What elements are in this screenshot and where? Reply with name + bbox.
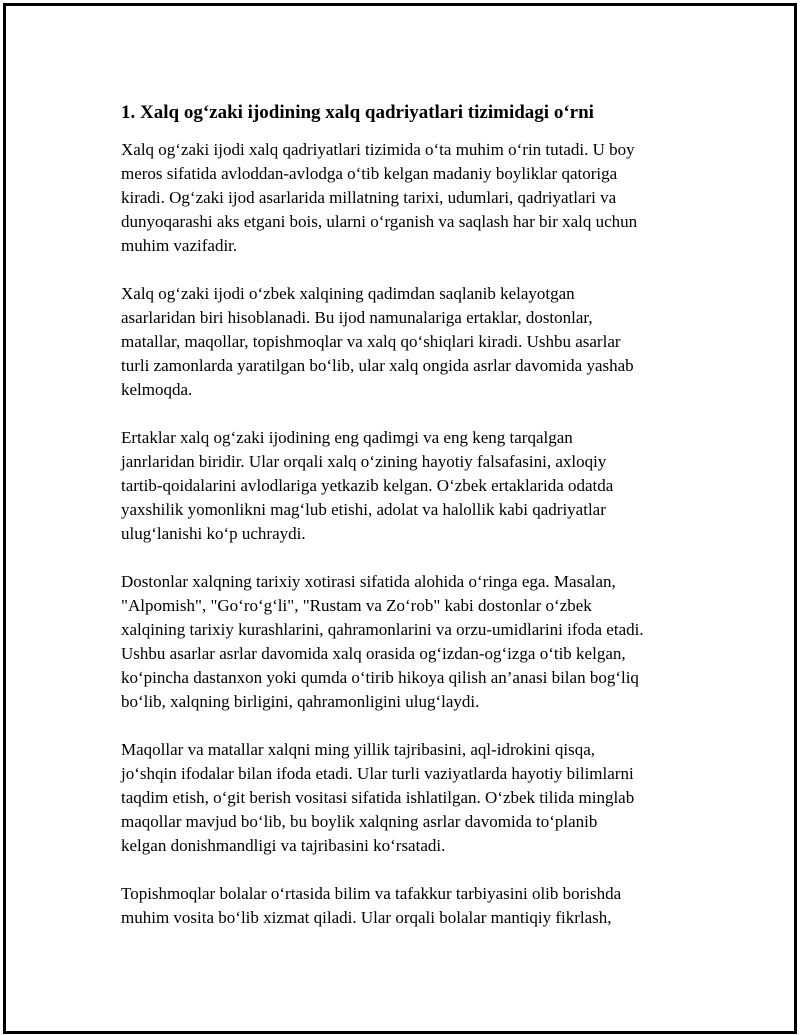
text-line: kelmoqda.	[121, 380, 193, 399]
text-line: muhim vazifadir.	[121, 236, 238, 255]
text-line: muhim vosita bo‘lib xizmat qiladi. Ular orqali bolalar mantiqiy fikrlash,	[121, 908, 612, 927]
text-line: asarlaridan biri hisoblanadi. Bu ijod namunalariga ertaklar, dostonlar,	[121, 308, 593, 327]
text-line: ko‘pincha dastanxon yoki qumda o‘tirib hikoya qilish an’anasi bilan bog‘liq	[121, 668, 639, 687]
paragraph	[121, 426, 691, 546]
page-frame	[3, 3, 797, 1034]
text-line: kelgan donishmandligi va tajribasini ko‘rsatadi.	[121, 836, 446, 855]
text-line: xalqining tarixiy kurashlarini, qahramonlarini va orzu-umidlarini ifoda etadi.	[121, 620, 644, 639]
paragraph	[121, 282, 691, 402]
text-line: bo‘lib, xalqning birligini, qahramonligini ulug‘laydi.	[121, 692, 480, 711]
text-line: Ushbu asarlar asrlar davomida xalq orasida og‘izdan-og‘izga o‘tib kelgan,	[121, 644, 626, 663]
text-line: turli zamonlarda yaratilgan bo‘lib, ular xalq ongida asrlar davomida yashab	[121, 356, 634, 375]
text-line: matallar, maqollar, topishmoqlar va xalq qo‘shiqlari kiradi. Ushbu asarlar	[121, 332, 621, 351]
text-line: yaxshilik yomonlikni mag‘lub etishi, adolat va halollik kabi qadriyatlar	[121, 500, 606, 519]
text-line: dunyoqarashi aks etgani bois, ularni o‘rganish va saqlash har bir xalq uchun	[121, 212, 638, 231]
text-line: "Alpomish", "Go‘ro‘g‘li", "Rustam va Zo‘rob" kabi dostonlar o‘zbek	[121, 596, 592, 615]
text-line: meros sifatida avloddan-avlodga o‘tib kelgan madaniy boyliklar qatoriga	[121, 164, 618, 183]
text-line: Topishmoqlar bolalar o‘rtasida bilim va tafakkur tarbiyasini olib borishda	[121, 884, 622, 903]
text-line: tartib-qoidalarini avlodlariga yetkazib kelgan. O‘zbek ertaklarida odatda	[121, 476, 614, 495]
text-line: taqdim etish, o‘git berish vositasi sifatida ishlatilgan. O‘zbek tilida minglab	[121, 788, 635, 807]
text-line: ulug‘lanishi ko‘p uchraydi.	[121, 524, 306, 543]
paragraph	[121, 570, 691, 714]
text-line: kiradi. Og‘zaki ijod asarlarida millatning tarixi, udumlari, qadriyatlari va	[121, 188, 617, 207]
section-heading: 1. Xalq og‘zaki ijodining xalq qadriyatlari tizimidagi o‘rni	[121, 102, 594, 123]
text-line: jo‘shqin ifodalar bilan ifoda etadi. Ular turli vaziyatlarda hayotiy bilimlarni	[121, 764, 634, 783]
document-body	[121, 100, 691, 954]
paragraph	[121, 882, 691, 930]
text-line: Xalq og‘zaki ijodi xalq qadriyatlari tizimida o‘ta muhim o‘rin tutadi. U boy	[121, 140, 635, 159]
text-line: Maqollar va matallar xalqni ming yillik tajribasini, aql-idrokini qisqa,	[121, 740, 596, 759]
paragraph	[121, 138, 691, 258]
text-line: Dostonlar xalqning tarixiy xotirasi sifatida alohida o‘ringa ega. Masalan,	[121, 572, 616, 591]
text-line: Xalq og‘zaki ijodi o‘zbek xalqining qadimdan saqlanib kelayotgan	[121, 284, 575, 303]
text-line: janrlaridan biridir. Ular orqali xalq o‘zining hayotiy falsafasini, axloqiy	[121, 452, 607, 471]
text-line: maqollar mavjud bo‘lib, bu boylik xalqning asrlar davomida to‘planib	[121, 812, 598, 831]
text-line: Ertaklar xalq og‘zaki ijodining eng qadimgi va eng keng tarqalgan	[121, 428, 573, 447]
paragraph	[121, 738, 691, 858]
